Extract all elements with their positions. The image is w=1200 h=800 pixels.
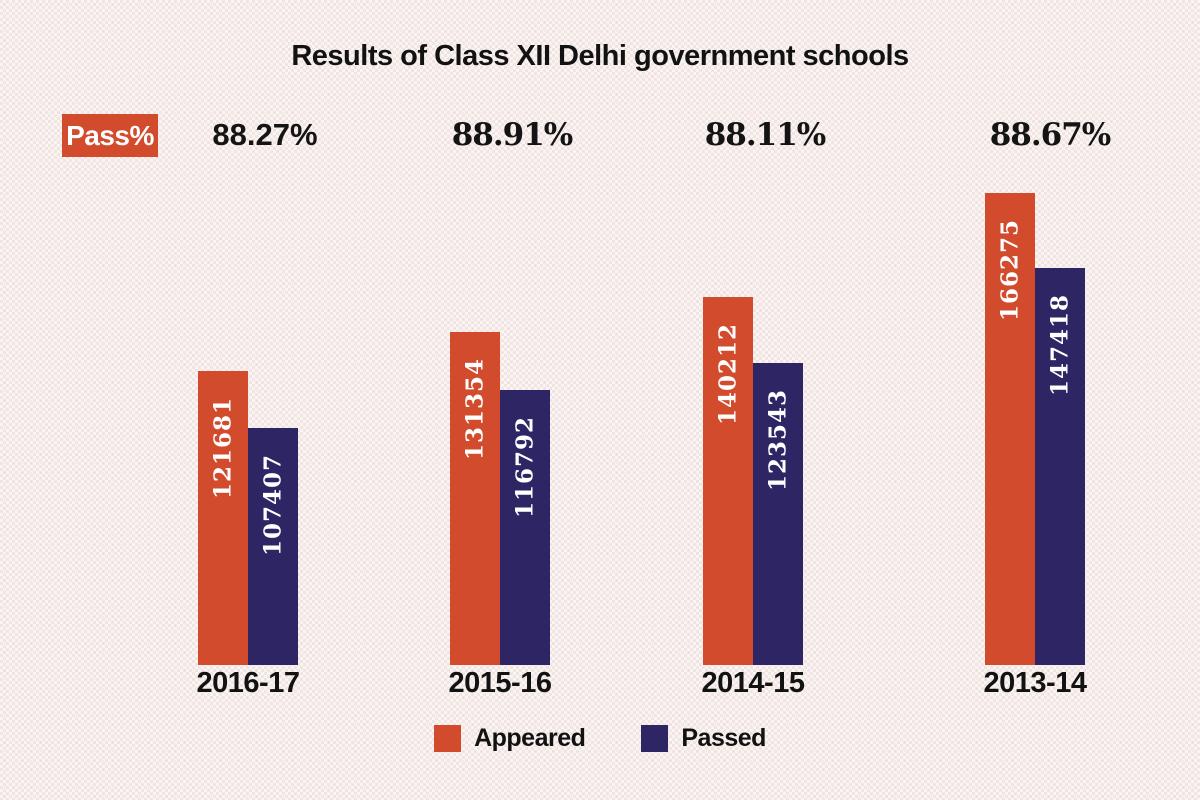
chart-legend: [0, 724, 1200, 753]
bar-appeared-2015-16: [450, 332, 500, 665]
bar-passed-2014-15: [753, 363, 803, 665]
category-label-2013-14: 2013-14: [983, 667, 1087, 699]
legend-label: Appeared: [474, 724, 586, 752]
bar-value-label: 140212: [714, 323, 742, 426]
bar-appeared-2014-15: [703, 297, 753, 665]
pass-percentage-2014-15: 88.11%: [704, 117, 826, 153]
pass-percent-badge: Pass%: [62, 114, 158, 157]
category-label-2016-17: 2016-17: [196, 667, 300, 699]
bar-passed-2015-16: [500, 390, 550, 665]
bar-value-label: 121681: [209, 397, 237, 500]
category-label-2015-16: 2015-16: [448, 667, 552, 699]
bar-value-label: 147418: [1046, 294, 1074, 397]
legend-swatch-icon: [641, 725, 668, 752]
bar-value-label: 123543: [764, 389, 792, 492]
bar-appeared-2013-14: [985, 193, 1035, 665]
bar-appeared-2016-17: [198, 371, 248, 665]
legend-swatch-icon: [434, 725, 461, 752]
legend-item-appeared: [434, 724, 585, 753]
legend-label: Passed: [681, 724, 766, 752]
legend-item-passed: [641, 724, 766, 753]
pass-percentage-2016-17: 88.27%: [212, 117, 318, 152]
bar-value-label: 131354: [461, 358, 489, 461]
bar-value-label: 107407: [259, 454, 287, 557]
pass-percentage-2013-14: 88.67%: [989, 117, 1111, 153]
bar-value-label: 166275: [996, 219, 1024, 322]
bar-passed-2013-14: [1035, 268, 1085, 665]
bar-passed-2016-17: [248, 428, 298, 665]
chart-title: Results of Class XII Delhi government schools: [291, 40, 909, 72]
category-label-2014-15: 2014-15: [701, 667, 805, 699]
bar-value-label: 116792: [511, 416, 539, 519]
pass-percentage-2015-16: 88.91%: [451, 117, 573, 153]
